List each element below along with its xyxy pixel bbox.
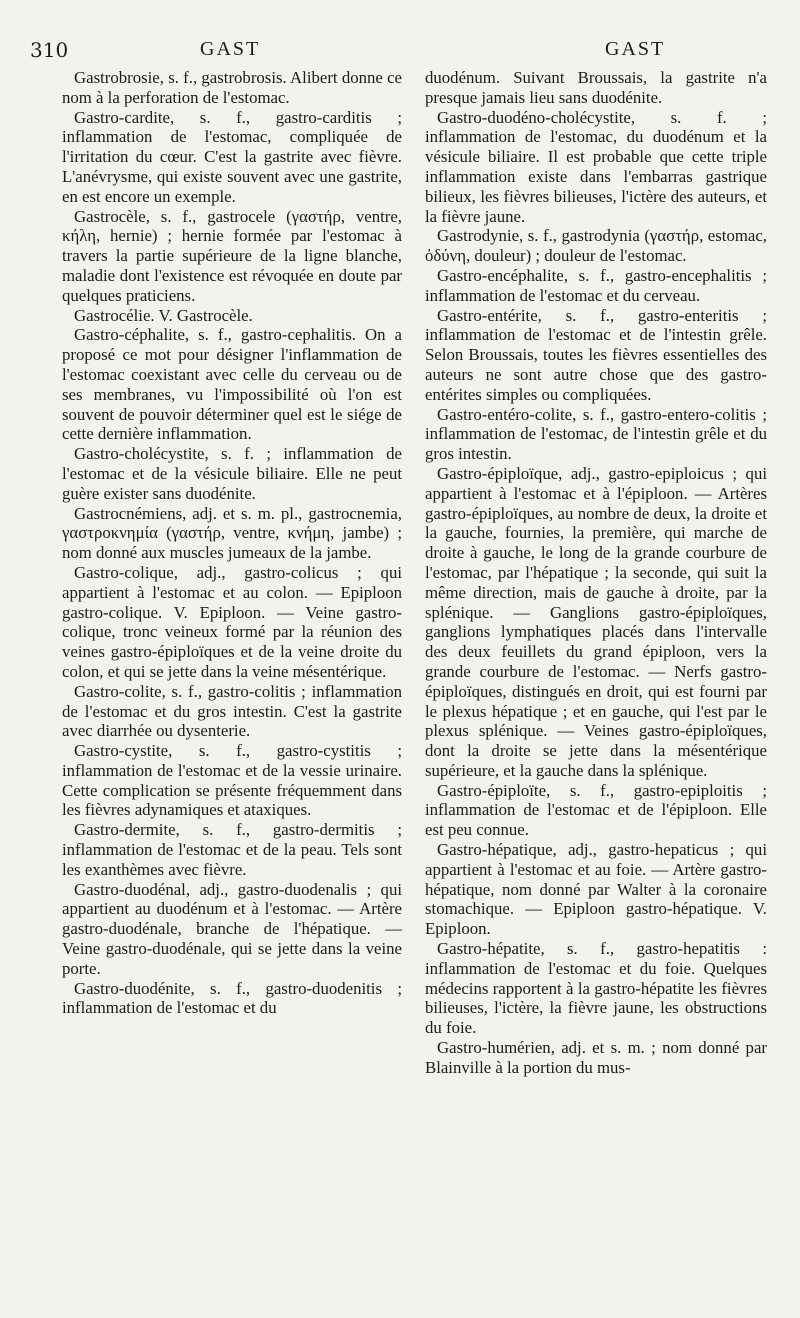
entry-continuation: duodénum. Suivant Broussais, la gastrite n'a presque jamais lieu sans duodénite.	[425, 68, 767, 107]
entry-gastro-cardite: Gastro-cardite, s. f., gastro-carditis ; inflammation de l'estomac, compliquée de l'irritation du cœur. C'est la gastrite avec fièvre. L'anévrysme, qui existe souvent avec une gastrite, en est encore un exemple.	[62, 107, 402, 206]
entry-gastro-duodeno-cholecystite: Gastro-duodéno-cholécystite, s. f. ; inflammation de l'estomac, du duodénum et la vésicule biliaire. Il est probable que cette triple inflammation existe dans l'embarras gastrique bilieux, les fièvres bilieuses, l'ictère des auteurs, et la fièvre jaune.	[425, 107, 767, 226]
entry-gastro-duodenal: Gastro-duodénal, adj., gastro-duodenalis ; qui appartient au duodénum et à l'estomac. — Artère gastro-duodénale, branche de l'hépatique. — Veine gastro-duodénale, qui se jette dans la veine porte.	[62, 879, 402, 978]
entry-gastro-cystite: Gastro-cystite, s. f., gastro-cystitis ; inflammation de l'estomac et de la vessie urinaire. Cette complication se présente fréquemment dans les fièvres adynamiques et ataxiques.	[62, 741, 402, 820]
entry-gastro-cholecystite: Gastro-cholécystite, s. f. ; inflammation de l'estomac et de la vésicule biliaire. Elle ne peut guère exister sans duodénite.	[62, 444, 402, 503]
entry-gastro-entero-colite: Gastro-entéro-colite, s. f., gastro-entero-colitis ; inflammation de l'estomac, de l'intestin grêle et du gros intestin.	[425, 404, 767, 464]
entry-gastro-duodenite: Gastro-duodénite, s. f., gastro-duodenitis ; inflammation de l'estomac et du	[62, 978, 402, 1018]
entry-gastrobrosie: Gastrobrosie, s. f., gastrobrosis. Alibert donne ce nom à la perforation de l'estomac.	[62, 68, 402, 107]
entry-gastro-hepatique: Gastro-hépatique, adj., gastro-hepaticus ; qui appartient à l'estomac et au foie. — Artère gastro-hépatique, nom donné par Walter à la coronaire stomachique. — Epiploon gastro-hépatique. V. Epiploon.	[425, 840, 767, 939]
entry-gastro-dermite: Gastro-dermite, s. f., gastro-dermitis ; inflammation de l'estomac et de la peau. Tels sont les exanthèmes avec fièvre.	[62, 820, 402, 879]
entry-gastro-cephalite: Gastro-céphalite, s. f., gastro-cephalitis. On a proposé ce mot pour désigner l'inflammation de l'estomac coexistant avec celle du cerveau ou de ses membranes, vu l'impossibilité où l'on est souvent de pouvoir déterminer quel est le siége de cette dernière inflammation.	[62, 325, 402, 444]
entry-gastro-encephalite: Gastro-encéphalite, s. f., gastro-encephalitis ; inflammation de l'estomac et du cerveau.	[425, 265, 767, 305]
entry-gastrodynie: Gastrodynie, s. f., gastrodynia (γαστήρ, estomac, ὀδύνη, douleur) ; douleur de l'estomac.	[425, 226, 767, 266]
page-number: 310	[30, 38, 69, 62]
entry-gastrocnemiens: Gastrocnémiens, adj. et s. m. pl., gastrocnemia, γαστροκνημία (γαστήρ, ventre, κνήμη, jambe) ; nom donné aux muscles jumeaux de la jambe.	[62, 503, 402, 563]
left-column	[62, 68, 402, 1018]
running-head-left: GAST	[200, 38, 261, 60]
entry-gastro-colite: Gastro-colite, s. f., gastro-colitis ; inflammation de l'estomac et du gros intestin. C'est la gastrite avec diarrhée ou dysenterie.	[62, 681, 402, 741]
entry-gastro-enterite: Gastro-entérite, s. f., gastro-enteritis ; inflammation de l'estomac et de l'intestin grêle. Selon Broussais, toutes les fièvres essentielles des auteurs ne sont autre chose que des gastro-entérites simples ou compliquées.	[425, 305, 767, 404]
running-head-right: GAST	[605, 38, 666, 60]
entry-gastro-humerien: Gastro-humérien, adj. et s. m. ; nom donné par Blainville à la portion du mus-	[425, 1038, 767, 1077]
entry-gastrocele: Gastrocèle, s. f., gastrocele (γαστήρ, ventre, κήλη, hernie) ; hernie formée par l'estomac à travers la partie supérieure de la ligne blanche, maladie dont l'existence est révoquée en doute par quelques praticiens.	[62, 206, 402, 305]
entry-gastrocelie: Gastrocélie. V. Gastrocèle.	[74, 305, 253, 325]
entry-gastro-epiploite: Gastro-épiploïte, s. f., gastro-epiploitis ; inflammation de l'estomac et de l'épiploon. Elle est peu connue.	[425, 780, 767, 840]
entry-gastro-colique: Gastro-colique, adj., gastro-colicus ; qui appartient à l'estomac et au colon. — Epiploon gastro-colique. V. Epiploon. — Veine gastro-colique, tronc veineux formé par la réunion des veines gastro-épiploïques et de la veine droite du colon, et qui se jette dans la veine mésentérique.	[62, 562, 402, 681]
right-column	[425, 68, 767, 1078]
page-header	[30, 38, 770, 68]
entry-gastro-hepatite: Gastro-hépatite, s. f., gastro-hepatitis : inflammation de l'estomac et du foie. Quelques médecins rapportent à la gastro-hépatite les fièvres bilieuses, l'ictère, la fièvre jaune, les obstructions du foie.	[425, 939, 767, 1038]
entry-gastro-epiploique: Gastro-épiploïque, adj., gastro-epiploicus ; qui appartient à l'estomac et à l'épiploon. — Artères gastro-épiploïques, au nombre de deux, la droite et la gauche, fournies, la première, qui marche de droite à gauche, le long de la grande courbure de l'estomac, par l'hépatique ; la seconde, qui suit la même direction, mais de gauche à droite, par la splénique. — Ganglions gastro-épiploïques, ganglions lymphatiques placés dans l'intervalle des deux feuillets du grand épiploon, vers la grande courbure de l'estomac. — Nerfs gastro-épiploïques, distingués en droit, qui est fourni par le plexus hépatique ; et en gauche, qui l'est par le plexus splénique. — Veines gastro-épiploïques, dont la droite se jette dans la mésentérique supérieure, et la gauche dans la splénique.	[425, 463, 767, 780]
